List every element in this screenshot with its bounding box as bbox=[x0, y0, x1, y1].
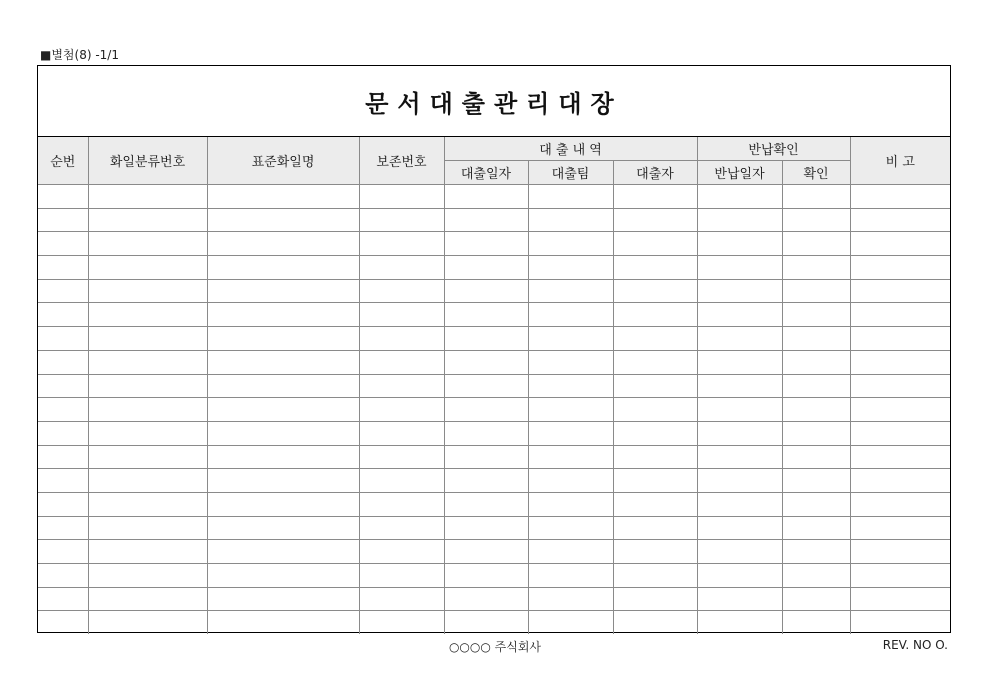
table-row bbox=[38, 374, 950, 398]
table-cell[interactable] bbox=[207, 445, 359, 469]
table-cell[interactable] bbox=[528, 279, 613, 303]
table-cell[interactable] bbox=[697, 185, 782, 209]
table-cell[interactable] bbox=[850, 469, 950, 493]
table-cell[interactable] bbox=[207, 279, 359, 303]
table-cell[interactable] bbox=[613, 540, 697, 564]
table-cell[interactable] bbox=[444, 327, 528, 351]
table-cell[interactable] bbox=[88, 374, 207, 398]
table-cell[interactable] bbox=[38, 303, 88, 327]
table-cell[interactable] bbox=[88, 279, 207, 303]
table-cell[interactable] bbox=[359, 327, 444, 351]
table-cell[interactable] bbox=[613, 398, 697, 422]
table-cell[interactable] bbox=[697, 540, 782, 564]
table-cell[interactable] bbox=[613, 469, 697, 493]
table-cell[interactable] bbox=[528, 350, 613, 374]
table-cell[interactable] bbox=[613, 232, 697, 256]
table-row bbox=[38, 398, 950, 422]
table-row bbox=[38, 469, 950, 493]
table-cell[interactable] bbox=[88, 232, 207, 256]
table-cell[interactable] bbox=[88, 587, 207, 611]
table-cell[interactable] bbox=[359, 587, 444, 611]
table-cell[interactable] bbox=[359, 564, 444, 588]
loan-ledger-table bbox=[38, 137, 950, 634]
table-cell[interactable] bbox=[444, 587, 528, 611]
table-row bbox=[38, 185, 950, 209]
table-cell[interactable] bbox=[88, 327, 207, 351]
table-cell[interactable] bbox=[444, 232, 528, 256]
table-cell[interactable] bbox=[444, 445, 528, 469]
table-cell[interactable] bbox=[850, 564, 950, 588]
header-borrower: 대출자 bbox=[613, 161, 697, 185]
table-cell[interactable] bbox=[359, 469, 444, 493]
table-row bbox=[38, 208, 950, 232]
table-cell[interactable] bbox=[207, 185, 359, 209]
table-cell[interactable] bbox=[697, 445, 782, 469]
table-cell[interactable] bbox=[88, 492, 207, 516]
table-cell[interactable] bbox=[528, 540, 613, 564]
table-cell[interactable] bbox=[697, 279, 782, 303]
table-cell[interactable] bbox=[782, 587, 850, 611]
table-cell[interactable] bbox=[613, 492, 697, 516]
table-cell[interactable] bbox=[850, 445, 950, 469]
table-cell[interactable] bbox=[359, 421, 444, 445]
table-cell[interactable] bbox=[359, 445, 444, 469]
table-cell[interactable] bbox=[613, 564, 697, 588]
table-cell[interactable] bbox=[359, 208, 444, 232]
table-cell[interactable] bbox=[38, 279, 88, 303]
table-cell[interactable] bbox=[850, 279, 950, 303]
table-cell[interactable] bbox=[850, 587, 950, 611]
table-cell[interactable] bbox=[359, 492, 444, 516]
table-cell[interactable] bbox=[613, 303, 697, 327]
header-file-class-no: 화일분류번호 bbox=[88, 137, 207, 185]
table-cell[interactable] bbox=[528, 445, 613, 469]
table-cell[interactable] bbox=[528, 185, 613, 209]
table-cell[interactable] bbox=[697, 256, 782, 280]
table-cell[interactable] bbox=[88, 469, 207, 493]
table-cell[interactable] bbox=[850, 350, 950, 374]
header-remarks: 비 고 bbox=[850, 137, 950, 185]
table-cell[interactable] bbox=[359, 374, 444, 398]
table-cell[interactable] bbox=[444, 303, 528, 327]
table-cell[interactable] bbox=[88, 350, 207, 374]
table-cell[interactable] bbox=[88, 540, 207, 564]
table-cell[interactable] bbox=[528, 492, 613, 516]
table-cell[interactable] bbox=[697, 469, 782, 493]
table-cell[interactable] bbox=[38, 421, 88, 445]
ledger-body bbox=[38, 185, 950, 635]
table-cell[interactable] bbox=[613, 587, 697, 611]
table-cell[interactable] bbox=[359, 398, 444, 422]
table-row bbox=[38, 564, 950, 588]
table-cell[interactable] bbox=[782, 564, 850, 588]
table-cell[interactable] bbox=[38, 185, 88, 209]
table-row bbox=[38, 350, 950, 374]
table-cell[interactable] bbox=[88, 185, 207, 209]
table-cell[interactable] bbox=[528, 398, 613, 422]
table-row bbox=[38, 492, 950, 516]
table-cell[interactable] bbox=[207, 303, 359, 327]
table-cell[interactable] bbox=[207, 611, 359, 634]
table-cell[interactable] bbox=[207, 374, 359, 398]
table-cell[interactable] bbox=[38, 469, 88, 493]
table-cell[interactable] bbox=[444, 469, 528, 493]
table-cell[interactable] bbox=[850, 540, 950, 564]
table-cell[interactable] bbox=[697, 398, 782, 422]
table-cell[interactable] bbox=[850, 374, 950, 398]
table-row bbox=[38, 421, 950, 445]
table-row bbox=[38, 232, 950, 256]
table-cell[interactable] bbox=[444, 208, 528, 232]
table-cell[interactable] bbox=[782, 540, 850, 564]
table-cell[interactable] bbox=[528, 256, 613, 280]
table-cell[interactable] bbox=[207, 327, 359, 351]
header-loan-team: 대출팀 bbox=[528, 161, 613, 185]
table-cell[interactable] bbox=[613, 421, 697, 445]
table-cell[interactable] bbox=[444, 421, 528, 445]
table-cell[interactable] bbox=[613, 445, 697, 469]
header-loan-group: 대 출 내 역 bbox=[444, 137, 697, 161]
table-cell[interactable] bbox=[528, 208, 613, 232]
table-cell[interactable] bbox=[782, 185, 850, 209]
ledger-frame bbox=[37, 65, 951, 633]
table-cell[interactable] bbox=[88, 256, 207, 280]
table-cell[interactable] bbox=[850, 303, 950, 327]
table-cell[interactable] bbox=[782, 492, 850, 516]
footer-rev-no: REV. NO O. bbox=[882, 638, 948, 652]
table-row bbox=[38, 540, 950, 564]
table-cell[interactable] bbox=[697, 587, 782, 611]
table-cell[interactable] bbox=[528, 303, 613, 327]
table-cell[interactable] bbox=[207, 516, 359, 540]
attachment-label: ■별첨(8) -1/1 bbox=[40, 48, 119, 62]
table-cell[interactable] bbox=[697, 327, 782, 351]
header-confirm: 확인 bbox=[782, 161, 850, 185]
header-return-group: 반납확인 bbox=[697, 137, 850, 161]
title-box bbox=[38, 66, 950, 137]
table-cell[interactable] bbox=[38, 492, 88, 516]
table-cell[interactable] bbox=[697, 492, 782, 516]
table-cell[interactable] bbox=[697, 374, 782, 398]
table-cell[interactable] bbox=[528, 374, 613, 398]
footer-company: ○○○○ 주식회사 bbox=[448, 640, 542, 654]
table-cell[interactable] bbox=[697, 421, 782, 445]
table-cell[interactable] bbox=[613, 327, 697, 351]
table-cell[interactable] bbox=[444, 256, 528, 280]
table-cell[interactable] bbox=[850, 256, 950, 280]
page-title: 문서대출관리대장 bbox=[365, 89, 623, 118]
table-cell[interactable] bbox=[444, 540, 528, 564]
table-cell[interactable] bbox=[207, 208, 359, 232]
table-cell[interactable] bbox=[38, 232, 88, 256]
table-cell[interactable] bbox=[782, 469, 850, 493]
header-no: 순번 bbox=[38, 137, 88, 185]
table-cell[interactable] bbox=[38, 398, 88, 422]
table-row bbox=[38, 256, 950, 280]
table-cell[interactable] bbox=[613, 516, 697, 540]
table-cell[interactable] bbox=[207, 540, 359, 564]
table-cell[interactable] bbox=[359, 611, 444, 634]
table-cell[interactable] bbox=[444, 564, 528, 588]
table-row bbox=[38, 327, 950, 351]
table-cell[interactable] bbox=[697, 303, 782, 327]
table-cell[interactable] bbox=[88, 421, 207, 445]
table-cell[interactable] bbox=[850, 327, 950, 351]
table-cell[interactable] bbox=[613, 374, 697, 398]
table-cell[interactable] bbox=[528, 587, 613, 611]
table-cell[interactable] bbox=[528, 564, 613, 588]
table-cell[interactable] bbox=[207, 564, 359, 588]
table-cell[interactable] bbox=[697, 611, 782, 634]
table-cell[interactable] bbox=[88, 398, 207, 422]
table-cell[interactable] bbox=[38, 587, 88, 611]
header-std-file-name: 표준화일명 bbox=[207, 137, 359, 185]
table-row bbox=[38, 587, 950, 611]
table-cell[interactable] bbox=[782, 279, 850, 303]
table-cell[interactable] bbox=[359, 279, 444, 303]
table-cell[interactable] bbox=[359, 350, 444, 374]
table-cell[interactable] bbox=[850, 208, 950, 232]
table-cell[interactable] bbox=[207, 492, 359, 516]
table-cell[interactable] bbox=[88, 564, 207, 588]
table-cell[interactable] bbox=[444, 492, 528, 516]
table-row bbox=[38, 303, 950, 327]
table-cell[interactable] bbox=[38, 516, 88, 540]
table-cell[interactable] bbox=[697, 232, 782, 256]
table-cell[interactable] bbox=[38, 540, 88, 564]
table-cell[interactable] bbox=[528, 469, 613, 493]
table-cell[interactable] bbox=[88, 516, 207, 540]
table-cell[interactable] bbox=[207, 469, 359, 493]
table-cell[interactable] bbox=[782, 445, 850, 469]
table-cell[interactable] bbox=[850, 421, 950, 445]
table-cell[interactable] bbox=[38, 208, 88, 232]
table-cell[interactable] bbox=[359, 516, 444, 540]
table-cell[interactable] bbox=[207, 232, 359, 256]
table-cell[interactable] bbox=[207, 350, 359, 374]
table-cell[interactable] bbox=[444, 398, 528, 422]
table-cell[interactable] bbox=[613, 256, 697, 280]
table-cell[interactable] bbox=[88, 611, 207, 634]
table-cell[interactable] bbox=[444, 611, 528, 634]
table-cell[interactable] bbox=[782, 421, 850, 445]
header-loan-date: 대출일자 bbox=[444, 161, 528, 185]
table-cell[interactable] bbox=[782, 208, 850, 232]
table-cell[interactable] bbox=[782, 516, 850, 540]
table-cell[interactable] bbox=[528, 516, 613, 540]
table-row bbox=[38, 279, 950, 303]
table-cell[interactable] bbox=[38, 256, 88, 280]
table-cell[interactable] bbox=[613, 208, 697, 232]
table-cell[interactable] bbox=[697, 564, 782, 588]
table-cell[interactable] bbox=[697, 350, 782, 374]
table-cell[interactable] bbox=[782, 350, 850, 374]
table-cell[interactable] bbox=[782, 303, 850, 327]
table-cell[interactable] bbox=[782, 398, 850, 422]
table-cell[interactable] bbox=[207, 587, 359, 611]
table-cell[interactable] bbox=[444, 516, 528, 540]
table-cell[interactable] bbox=[528, 611, 613, 634]
table-cell[interactable] bbox=[528, 232, 613, 256]
table-cell[interactable] bbox=[613, 185, 697, 209]
table-cell[interactable] bbox=[782, 611, 850, 634]
table-row bbox=[38, 516, 950, 540]
table-cell[interactable] bbox=[782, 232, 850, 256]
table-cell[interactable] bbox=[697, 208, 782, 232]
table-cell[interactable] bbox=[38, 327, 88, 351]
table-cell[interactable] bbox=[359, 256, 444, 280]
table-cell[interactable] bbox=[850, 516, 950, 540]
table-cell[interactable] bbox=[38, 374, 88, 398]
table-cell[interactable] bbox=[850, 398, 950, 422]
table-cell[interactable] bbox=[88, 208, 207, 232]
table-cell[interactable] bbox=[613, 279, 697, 303]
table-cell[interactable] bbox=[444, 374, 528, 398]
table-cell[interactable] bbox=[88, 445, 207, 469]
table-cell[interactable] bbox=[850, 492, 950, 516]
table-cell[interactable] bbox=[38, 445, 88, 469]
header-keep-no: 보존번호 bbox=[359, 137, 444, 185]
table-cell[interactable] bbox=[38, 611, 88, 634]
table-cell[interactable] bbox=[782, 374, 850, 398]
table-cell[interactable] bbox=[697, 516, 782, 540]
table-cell[interactable] bbox=[444, 279, 528, 303]
table-cell[interactable] bbox=[88, 303, 207, 327]
table-cell[interactable] bbox=[782, 327, 850, 351]
table-cell[interactable] bbox=[782, 256, 850, 280]
table-cell[interactable] bbox=[38, 564, 88, 588]
table-cell[interactable] bbox=[359, 232, 444, 256]
table-cell[interactable] bbox=[359, 185, 444, 209]
table-cell[interactable] bbox=[528, 421, 613, 445]
table-cell[interactable] bbox=[207, 256, 359, 280]
table-cell[interactable] bbox=[850, 611, 950, 634]
table-cell[interactable] bbox=[444, 185, 528, 209]
table-row bbox=[38, 445, 950, 469]
table-cell[interactable] bbox=[359, 303, 444, 327]
table-cell[interactable] bbox=[444, 350, 528, 374]
table-cell[interactable] bbox=[613, 611, 697, 634]
table-cell[interactable] bbox=[850, 185, 950, 209]
table-cell[interactable] bbox=[613, 350, 697, 374]
header-return-date: 반납일자 bbox=[697, 161, 782, 185]
table-cell[interactable] bbox=[359, 540, 444, 564]
table-cell[interactable] bbox=[207, 398, 359, 422]
table-row bbox=[38, 611, 950, 634]
table-cell[interactable] bbox=[528, 327, 613, 351]
table-cell[interactable] bbox=[38, 350, 88, 374]
table-cell[interactable] bbox=[850, 232, 950, 256]
table-cell[interactable] bbox=[207, 421, 359, 445]
